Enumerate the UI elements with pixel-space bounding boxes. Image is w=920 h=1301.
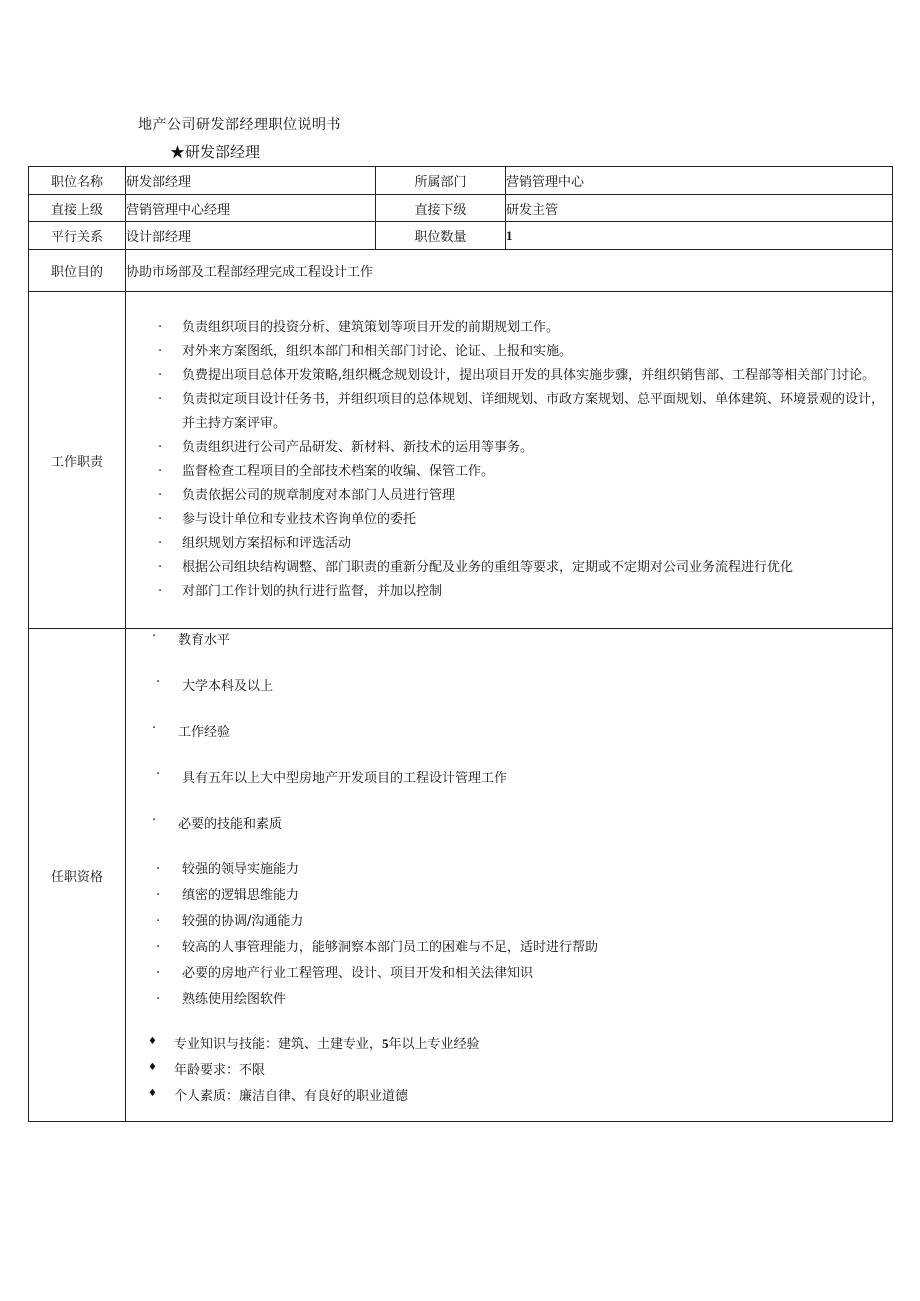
education-value: 大学本科及以上 [182,679,274,694]
skill-item [130,857,892,883]
duty-text: 负责拟定项目设计任务书，并组织项目的总体规划、详细规划、市政方案规划、总平面规划、单体建筑、环境景观的设计，并主持方案评审。 [182,392,885,431]
qualifications-list [126,629,892,1121]
duty-text: 监督检查工程项目的全部技术档案的收编、保管工作。 [182,464,495,479]
position-name-label: 职位名称 [29,167,126,195]
position-name-value: 研发部经理 [126,167,376,195]
diamond-icon: ♦ [148,1036,157,1047]
subordinate-value: 研发主管 [506,195,893,222]
duty-item [126,460,892,484]
bullet-icon: · [156,888,161,903]
row-peer [29,222,893,250]
skill-item [130,935,892,961]
skill-item [130,883,892,909]
bullet-icon: · [158,488,163,503]
skill-text: 较强的协调/沟通能力 [182,914,304,929]
extra-2-text: 年龄要求：不限 [174,1063,266,1078]
experience-value: 具有五年以上大中型房地产开发项目的工程设计管理工作 [182,771,508,786]
duty-item [126,316,892,340]
peer-label: 平行关系 [29,222,126,250]
qualifications-cell [126,629,893,1122]
duty-item [126,532,892,556]
duty-text: 参与设计单位和专业技术咨询单位的委托 [182,512,417,527]
diamond-icon: ♦ [148,1062,157,1073]
skill-item [130,961,892,987]
skills-heading-item [126,813,892,832]
duties-label: 工作职责 [29,292,126,629]
department-value: 营销管理中心 [506,167,893,195]
job-description-table [28,166,893,1122]
row-qualifications [29,629,893,1122]
bullet-icon: · [156,940,161,955]
document-subtitle: ★研发部经理 [170,143,261,161]
duty-item [126,364,892,388]
bullet-icon: · [156,914,161,929]
bullet-icon: · [156,675,161,690]
bullet-icon: · [158,512,163,527]
bullet-icon: · [156,966,161,981]
duty-text: 对部门工作计划的执行进行监督，并加以控制 [182,584,443,599]
purpose-label: 职位目的 [29,250,126,292]
duty-item [126,484,892,508]
department-label: 所属部门 [376,167,506,195]
duty-text: 对外来方案图纸，组织本部门和相关部门讨论、论证、上报和实施。 [182,344,573,359]
bullet-icon: · [156,767,161,782]
extra-item-2 [122,1059,892,1078]
skills-heading: 必要的技能和素质 [178,817,283,832]
duty-item [126,508,892,532]
row-position-name [29,167,893,195]
skill-item [130,909,892,935]
duty-item [126,388,892,436]
row-purpose [29,250,893,292]
headcount-value: 1 [506,222,893,250]
diamond-icon: ♦ [148,1088,157,1099]
bullet-icon: · [158,464,163,479]
skill-text: 较强的领导实施能力 [182,862,300,877]
skill-text: 必要的房地产行业工程管理、设计、项目开发和相关法律知识 [182,966,534,981]
bullet-icon: · [158,584,163,599]
bullet-icon: · [158,368,163,383]
duty-item [126,556,892,580]
duty-item [126,340,892,364]
education-heading: 教育水平 [178,633,231,648]
experience-value-item [130,767,892,786]
experience-heading-item [126,721,892,740]
duty-text: 负费提出项目总体开发策略,组织概念规划设计，提出项目开发的具体实施步骤，并组织销售部、工程部等相关部门讨论。 [182,368,876,383]
skill-text: 熟练使用绘图软件 [182,992,287,1007]
extra-item-1 [122,1033,892,1052]
bullet-icon: · [158,536,163,551]
extra-1-suffix: 年以上专业经验 [388,1037,480,1052]
row-duties [29,292,893,629]
superior-value: 营销管理中心经理 [126,195,376,222]
peer-value: 设计部经理 [126,222,376,250]
extra-item-3 [122,1085,892,1104]
skills-list [130,857,892,1013]
extra-3-text: 个人素质：廉洁自律、有良好的职业道德 [174,1089,409,1104]
bullet-icon: · [156,992,161,1007]
bullet-icon: · [158,560,163,575]
bullet-icon: · [152,721,157,736]
bullet-icon: · [152,813,157,828]
duties-cell [126,292,893,629]
duties-list [126,312,892,608]
duty-text: 组织规划方案招标和评选活动 [182,536,352,551]
duty-item [126,436,892,460]
subordinate-label: 直接下级 [376,195,506,222]
qualifications-label: 任职资格 [29,629,126,1122]
purpose-value: 协助市场部及工程部经理完成工程设计工作 [126,250,893,292]
bullet-icon: · [152,629,157,644]
skill-text: 较高的人事管理能力，能够洞察本部门员工的困难与不足，适时进行帮助 [182,940,599,955]
duty-text: 负责组织项目的投资分析、建筑策划等项目开发的前期规划工作。 [182,320,560,335]
superior-label: 直接上级 [29,195,126,222]
headcount-label: 职位数量 [376,222,506,250]
document-title: 地产公司研发部经理职位说明书 [138,117,341,133]
bullet-icon: · [156,862,161,877]
education-value-item [130,675,892,694]
duty-text: 负责依据公司的规章制度对本部门人员进行管理 [182,488,456,503]
duty-text: 根据公司组块结构调整、部门职责的重新分配及业务的重组等要求，定期或不定期对公司业务流程进行优化 [182,560,794,575]
bullet-icon: · [158,392,163,407]
bullet-icon: · [158,320,163,335]
extra-1-text: 专业知识与技能：建筑、土建专业， [174,1037,383,1052]
experience-heading: 工作经验 [178,725,231,740]
skill-text: 缜密的逻辑思维能力 [182,888,300,903]
extra-1-number: 5 [382,1036,389,1051]
bullet-icon: · [158,344,163,359]
row-superior [29,195,893,222]
education-heading-item [126,629,892,648]
duty-text: 负责组织进行公司产品研发、新材料、新技术的运用等事务。 [182,440,534,455]
skill-item [130,987,892,1013]
duty-item [126,580,892,604]
bullet-icon: · [158,440,163,455]
